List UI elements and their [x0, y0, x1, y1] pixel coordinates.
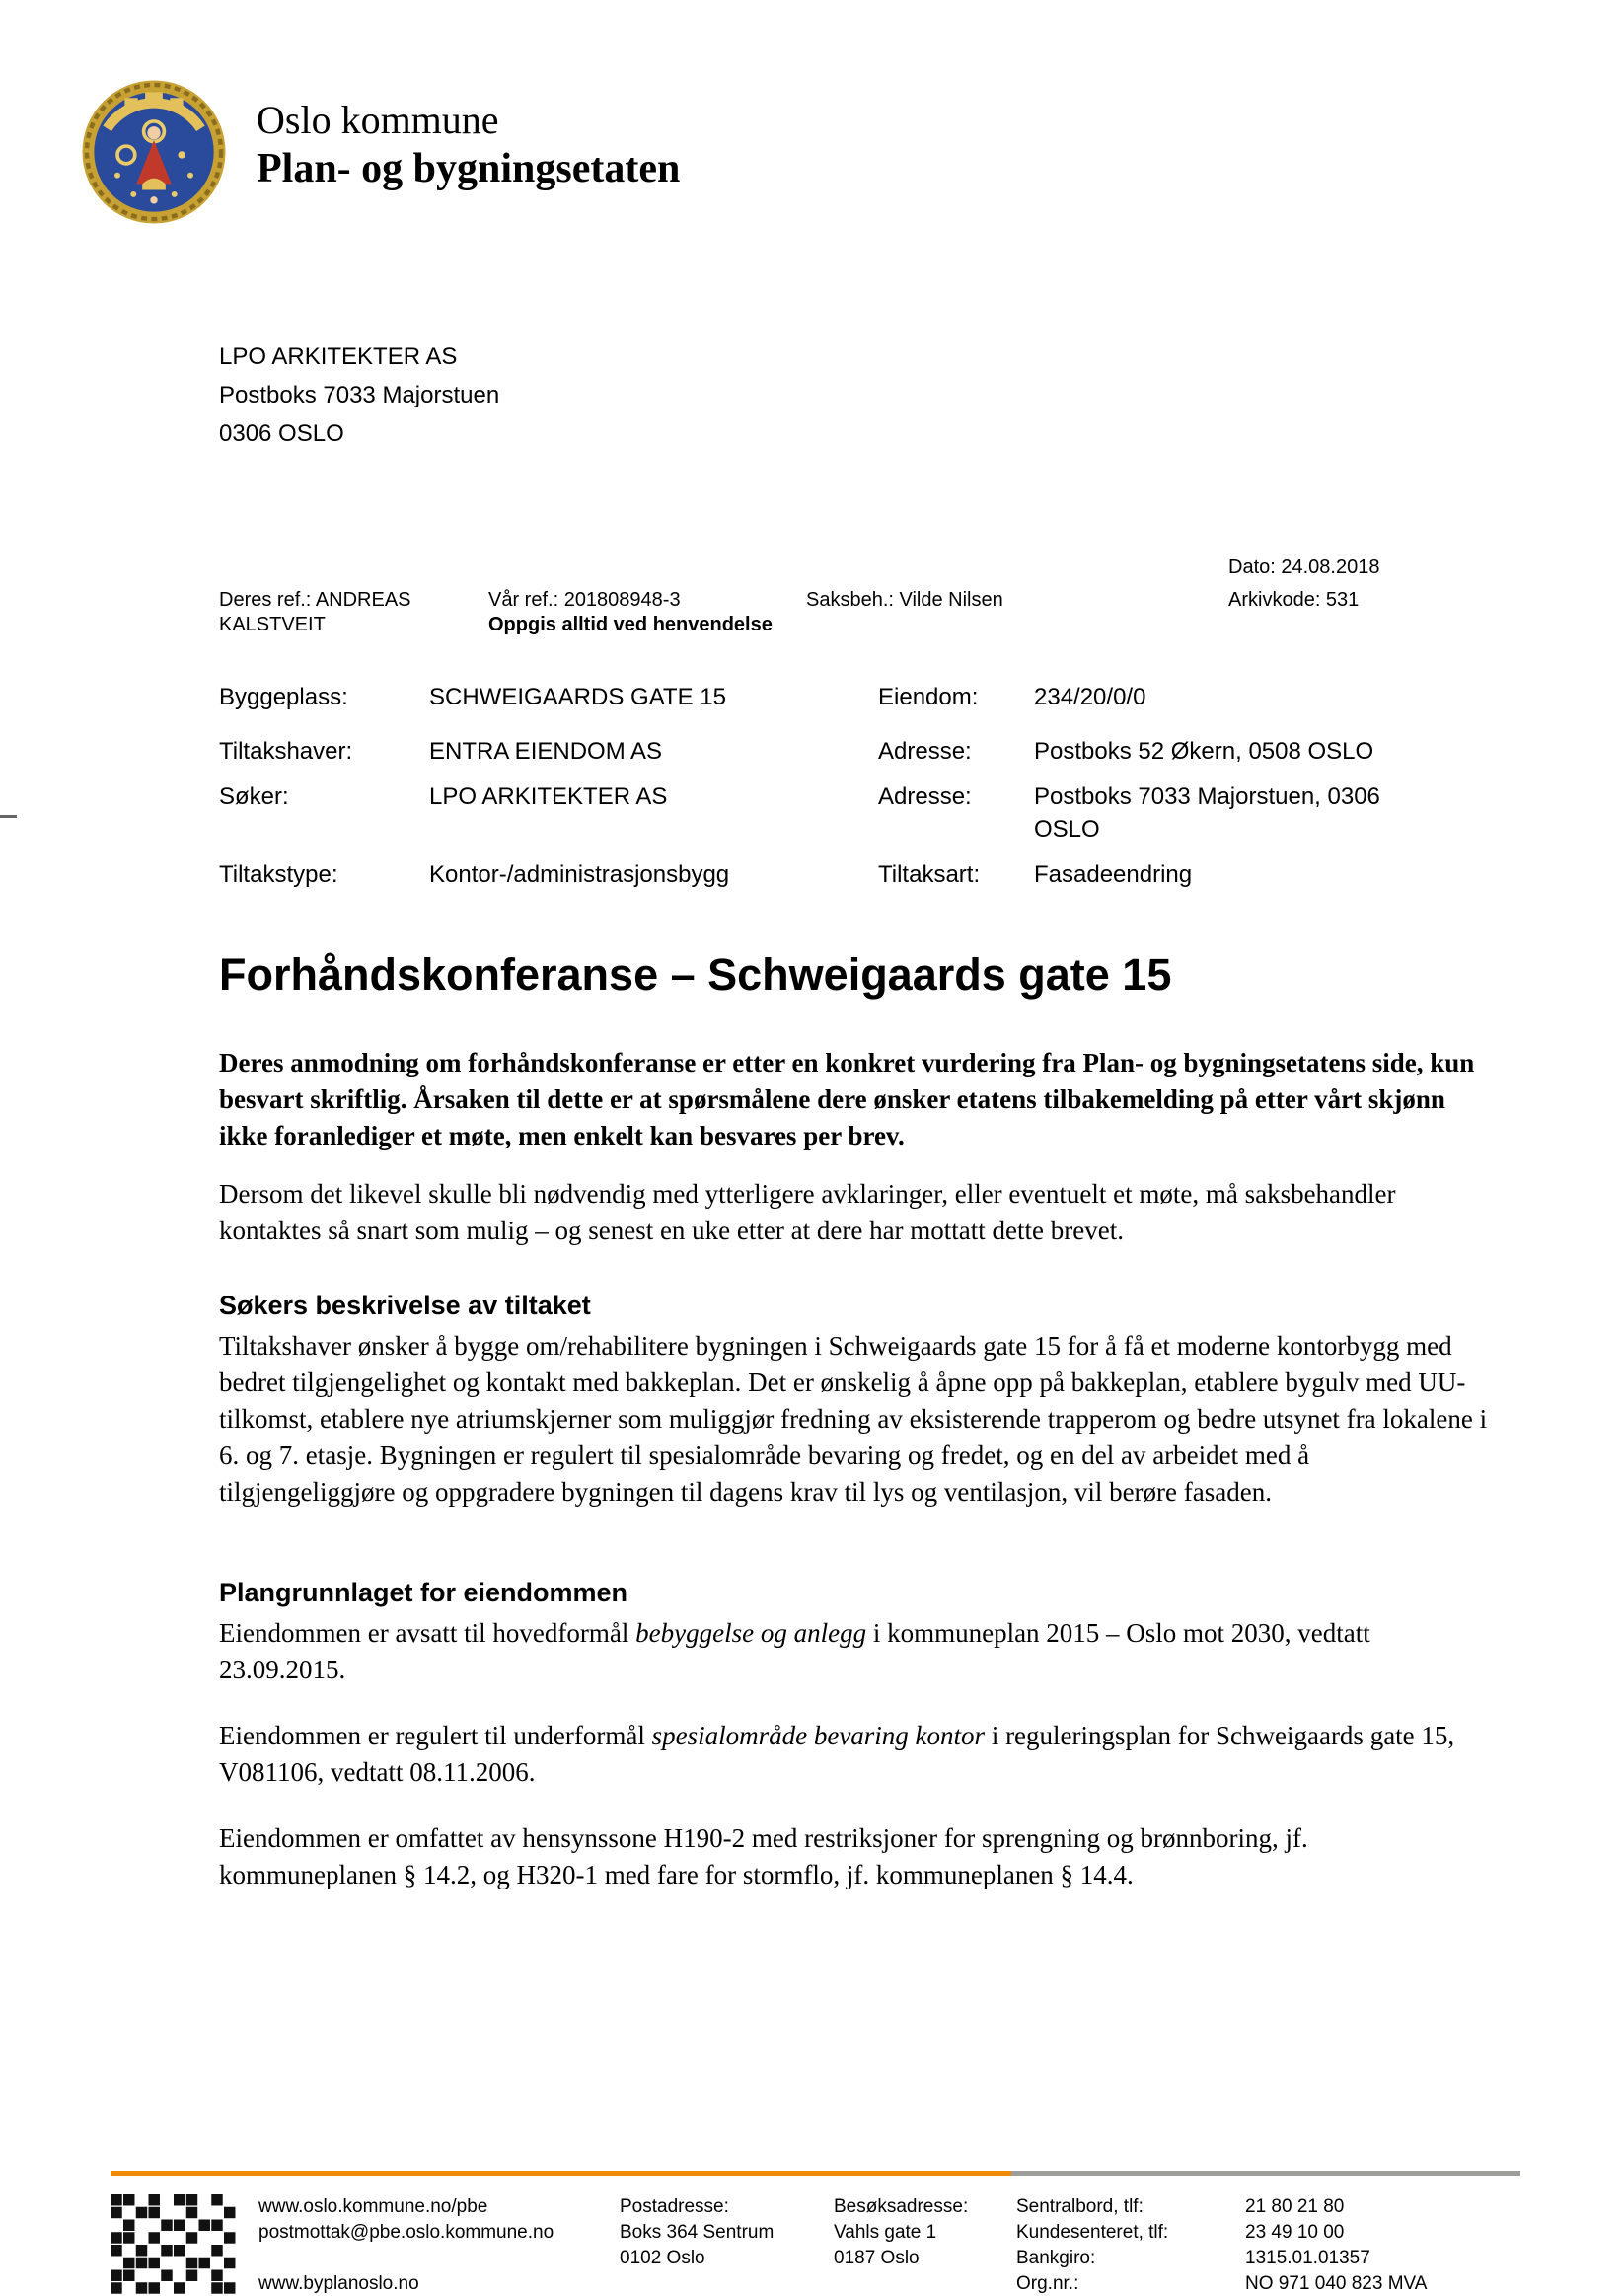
contact-value: 23 49 10 00 — [1245, 2222, 1345, 2243]
contact-label: Sentralbord, tlf: — [1016, 2196, 1144, 2217]
p2-text-end: i reguleringsplan for Schweigaards gate 15, V081106, vedtatt 08.11.2006. — [219, 1721, 1455, 1787]
case-label: Adresse: — [878, 738, 972, 765]
p2-text: Eiendommen er regulert til underformål — [219, 1721, 652, 1750]
agency-name: Plan- og bygningsetaten — [257, 146, 681, 191]
reference-row — [219, 588, 1490, 637]
case-value: Fasadeendring — [1034, 861, 1193, 888]
visit-line1: Vahls gate 1 — [834, 2222, 937, 2243]
footer-email: postmottak@pbe.oslo.kommune.no — [258, 2222, 554, 2243]
pixel-pattern-icon — [111, 2194, 237, 2295]
contact-value: 1315.01.01357 — [1245, 2248, 1370, 2268]
contact-label: Kundesenteret, tlf: — [1016, 2222, 1169, 2243]
p1-text: Eiendommen er avsatt til hovedformål — [219, 1618, 636, 1648]
section-heading-beskrivelse: Søkers beskrivelse av tiltaket — [219, 1291, 591, 1320]
var-ref-cell — [488, 588, 806, 637]
case-label: Tiltaksart: — [878, 861, 981, 888]
letter-body — [219, 0, 1490, 1893]
case-value: Postboks 7033 Majorstuen, 0306 OSLO — [1034, 783, 1380, 843]
case-label: Tiltakshaver: — [219, 738, 353, 765]
table-row — [219, 681, 1490, 713]
var-ref-note: Oppgis alltid ved henvendelse — [488, 614, 773, 635]
footer-divider-gray — [1011, 2171, 1520, 2176]
recipient-city: 0306 OSLO — [219, 420, 344, 447]
footer-spacer — [258, 2246, 620, 2271]
p1-text-end: i kommuneplan 2015 – Oslo mot 2030, vedtatt 23.09.2015. — [219, 1618, 1370, 1684]
case-value: Kontor-/administrasjonsbygg — [429, 861, 730, 888]
oslo-kommune-crest-icon — [81, 77, 227, 227]
contact-value: 21 80 21 80 — [1245, 2196, 1345, 2217]
case-details-table — [219, 681, 1490, 891]
footer-website-byplan: www.byplanoslo.no — [258, 2273, 419, 2294]
footer-postal-column — [620, 2194, 834, 2296]
case-label: Søker: — [219, 783, 289, 810]
fold-mark — [0, 815, 17, 818]
contact-label: Org.nr.: — [1016, 2273, 1079, 2294]
visit-line2: 0187 Oslo — [834, 2248, 920, 2268]
p2-italic-term: spesialområde bevaring kontor — [651, 1721, 986, 1750]
contact-label: Bankgiro: — [1016, 2248, 1096, 2268]
intro-bold-paragraph: Deres anmodning om forhåndskonferanse er etter en konkret vurdering fra Plan- og bygningsetatens side, kun besvart skriftlig. Årsaken til dette er at spørsmålene dere ønsker etatens tilbakemelding på etter vårt skjønn ikke foranlediger et møte, men enkelt kan besvares per brev. — [219, 1048, 1475, 1150]
date-line: Dato: 24.08.2018 — [1228, 556, 1380, 578]
case-value: SCHWEIGAARDS GATE 15 — [429, 684, 726, 710]
footer-divider-orange — [111, 2171, 1011, 2176]
case-value: ENTRA EIENDOM AS — [429, 738, 663, 765]
table-row — [219, 780, 1490, 846]
visit-label: Besøksadresse: — [834, 2196, 969, 2217]
saksbehandler: Saksbeh.: Vilde Nilsen — [806, 589, 1003, 611]
deres-ref-line1: Deres ref.: ANDREAS — [219, 589, 411, 611]
table-row — [219, 858, 1490, 891]
intro-paragraph: Dersom det likevel skulle bli nødvendig med ytterligere avklaringer, eller eventuelt et møte, må saksbehandler kontaktes så snart som mulig – og senest en uke etter at dere har mottatt dette brevet. — [219, 1179, 1396, 1245]
beskrivelse-paragraph: Tiltakshaver ønsker å bygge om/rehabilitere bygningen i Schweigaards gate 15 for å få et moderne kontorbygg med bedret tilgjengelighet og kontakt med bakkeplan. Det er ønskelig å åpne opp på bakkeplan, etablere bygulv med UU-tilkomst, etablere nye atriumskjerner som muliggjør fredning av eksisterende trapperom og bedre utsynet fra lokalene i 6. og 7. etasje. Bygningen er regulert til spesialområde bevaring og fredet, og en del av arbeidet med å tilgjengeliggjøre og oppgradere bygningen til dagens krav til lys og ventilasjon, vil berøre fasaden. — [219, 1331, 1488, 1507]
saksbehandler-cell — [806, 588, 1228, 637]
case-value: Postboks 52 Økern, 0508 OSLO — [1034, 738, 1374, 765]
case-value: LPO ARKITEKTER AS — [429, 783, 668, 810]
postal-label: Postadresse: — [620, 2196, 729, 2217]
footer-pixel-logo — [111, 2194, 258, 2296]
recipient-address-block — [219, 337, 1490, 453]
case-value: 234/20/0/0 — [1034, 684, 1146, 710]
table-row — [219, 735, 1490, 768]
case-label: Byggeplass: — [219, 684, 348, 710]
document-title: Forhåndskonferanse – Schweigaards gate 15 — [219, 949, 1172, 1000]
footer-divider — [111, 2171, 1520, 2176]
footer-visit-column — [834, 2194, 1016, 2296]
deres-ref-cell — [219, 588, 488, 637]
arkivkode-cell — [1228, 588, 1490, 637]
footer-links-column — [258, 2194, 620, 2296]
case-label: Adresse: — [878, 783, 972, 810]
case-label: Eiendom: — [878, 684, 979, 710]
recipient-name: LPO ARKITEKTER AS — [219, 343, 458, 370]
arkivkode: Arkivkode: 531 — [1228, 589, 1360, 611]
recipient-street: Postboks 7033 Majorstuen — [219, 382, 500, 408]
footer-contact-labels-column — [1016, 2194, 1245, 2296]
case-label: Tiltakstype: — [219, 861, 338, 888]
postal-line2: 0102 Oslo — [620, 2248, 705, 2268]
deres-ref-line2: KALSTVEIT — [219, 614, 326, 635]
municipality-name: Oslo kommune — [257, 98, 499, 142]
var-ref: Vår ref.: 201808948-3 — [488, 589, 681, 611]
postal-line1: Boks 364 Sentrum — [620, 2222, 775, 2243]
section-heading-plangrunnlag: Plangrunnlaget for eiendommen — [219, 1578, 628, 1607]
footer-contact-values-column — [1245, 2194, 1551, 2296]
plangrunnlag-paragraph-1 — [219, 1615, 1490, 1688]
plangrunnlag-paragraph-3: Eiendommen er omfattet av hensynssone H190-2 med restriksjoner for sprengning og brønnboring, jf. kommuneplanen § 14.2, og H320-1 med fare for stormflo, jf. kommuneplanen § 14.4. — [219, 1823, 1308, 1889]
p1-italic-term: bebyggelse og anlegg — [635, 1618, 867, 1648]
plangrunnlag-paragraph-2 — [219, 1718, 1490, 1791]
footer — [111, 2194, 1551, 2296]
contact-value: NO 971 040 823 MVA — [1245, 2273, 1428, 2294]
footer-website-pbe: www.oslo.kommune.no/pbe — [258, 2196, 488, 2217]
